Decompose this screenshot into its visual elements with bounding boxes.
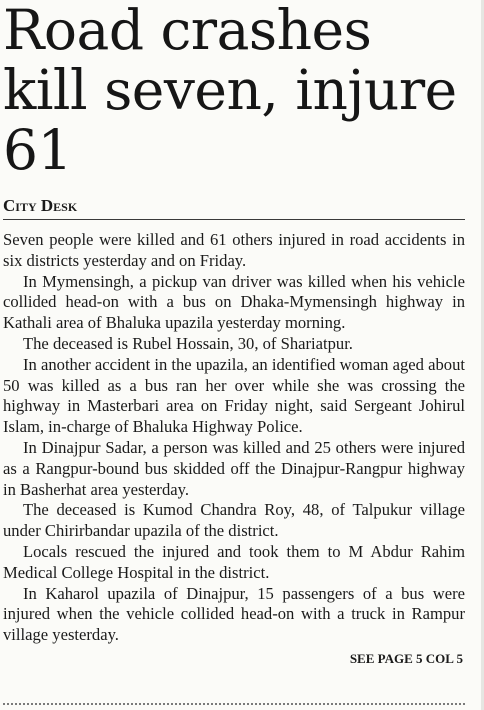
paragraph-7: Locals rescued the injured and took them to M Abdur Rahim Medical College Hospital in the district. [3,541,465,582]
news-article [3,0,465,668]
paragraph-3: The deceased is Rubel Hossain, 30, of Shariatpur. [23,333,353,353]
paragraph-1: Seven people were killed and 61 others injured in road accidents in six districts yesterday and on Friday. [3,230,465,270]
article-body [3,230,465,646]
byline: City Desk [3,196,465,220]
dotted-divider [3,703,465,705]
paragraph-5: In Dinajpur Sadar, a person was killed and 25 others were injured as a Rangpur-bound bus skidded off the Dinajpur-Rangpur highway in Basherhat area yesterday. [3,437,465,499]
paragraph-8: In Kaharol upazila of Dinajpur, 15 passengers of a bus were injured when the vehicle collided head-on with a truck in Rampur village yesterday. [3,583,465,645]
paragraph-2: In Mymensingh, a pickup van driver was killed when his vehicle collided head-on with a bus on Dhaka-Mymensingh highway in Kathali area of Bhaluka upazila yesterday morning. [3,271,465,333]
paragraph-4: In another accident in the upazila, an identified woman aged about 50 was killed as a bus ran her over while she was crossing the highway in Masterbari area on Friday night, said Sergeant Johirul Islam, in-charge of Bhaluka Highway Police. [3,354,465,437]
continued-on-page-link: SEE PAGE 5 COL 5 [349,650,463,666]
headline: Road crashes kill seven, injure 61 [3,0,457,182]
paragraph-6: The deceased is Kumod Chandra Roy, 48, of Talpukur village under Chirirbandar upazila of the district. [3,500,465,541]
